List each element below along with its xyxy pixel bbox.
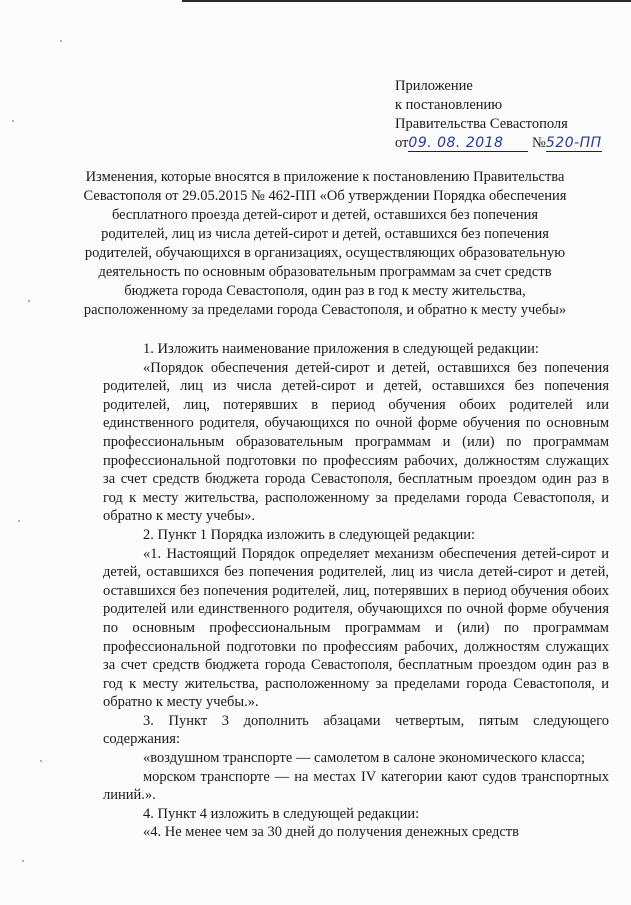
- paragraph: «Порядок обеспечения детей-сирот и детей, оставшихся без попечения родителей, лиц из числа детей-сирот и детей, оставшихся без попечения родителей, лиц, потерявших в период обучения обоих родителей или единственного родителя, обучающихся по очной форме обучения по основным профессиональным образовательным программам и (или) по программам профессиональной подготовки по профессиям рабочих, должностям служащих за счет средств бюджета города Севастополя, бесплатным проездом один раз в год к месту жительства, расположенному за пределами города Севастополя, и обратно к месту учебы».: [103, 359, 609, 525]
- annex-date-line: [395, 134, 602, 153]
- date-prefix: от: [395, 135, 409, 151]
- number-field: [546, 136, 602, 152]
- document-heading: Изменения, которые вносятся в приложение к постановлению Правительства Севастополя от 29.05.2015 № 462-ПП «Об утверждении Порядка обеспечения бесплатного проезда детей-сирот и детей, оставшихся без попечения родителей, лиц из числа детей-сирот и детей, оставшихся без попечения родителей, обучающихся в организациях, осуществляющих образовательную деятельность по основным образовательным программам за счет средств бюджета города Севастополя, один раз в год к месту жительства, расположенному за пределами города Севастополя, и обратно к месту учебы»: [83, 169, 567, 318]
- annex-authority: Правительства Севастополя: [395, 116, 568, 132]
- paragraph: 4. Пункт 4 изложить в следующей редакции:: [143, 805, 420, 822]
- paragraph: 1. Изложить наименование приложения в следующей редакции:: [143, 341, 539, 357]
- scan-speck: [40, 760, 42, 762]
- scan-speck: [12, 120, 14, 122]
- scan-speck: [60, 40, 62, 42]
- paragraph: «воздушном транспорте — самолетом в салоне экономического класса;: [143, 750, 586, 767]
- annex-header: [395, 77, 602, 153]
- handwritten-number: 520-ПП: [545, 135, 602, 151]
- scan-speck: [22, 860, 24, 862]
- annex-subtitle: к постановлению: [395, 97, 503, 113]
- number-prefix: №: [532, 135, 546, 151]
- scan-edge-line: [182, 0, 631, 2]
- document-body: [103, 340, 609, 842]
- scan-speck: [28, 300, 30, 302]
- paragraph: «4. Не менее чем за 30 дней до получения денежных средств: [143, 824, 519, 841]
- annex-title: Приложение: [395, 78, 473, 94]
- paragraph: «1. Настоящий Порядок определяет механизм обеспечения детей-сирот и детей, оставшихся без попечения родителей, лиц из числа детей-сирот и детей, оставшихся без попечения родителей, лиц, потерявших в период обучения обоих родителей или единственного родителя, обучающихся по очной форме обучения по основным профессиональным программам и (или) по программам профессиональной подготовки по профессиям рабочих, должностям служащих за счет средств бюджета города Севастополя, бесплатным проездом один раз в год к месту жительства, расположенному за пределами города Севастополя, и обратно к месту учебы.».: [103, 545, 609, 711]
- scan-speck: [18, 520, 20, 522]
- paragraph: морском транспорте — на местах IV категории кают судов транспортных линий.».: [103, 768, 609, 804]
- paragraph: 2. Пункт 1 Порядка изложить в следующей редакции:: [143, 526, 476, 543]
- handwritten-date: 09. 08. 2018: [408, 135, 504, 151]
- paragraph: 3. Пункт 3 дополнить абзацами четвертым, пятым следующего содержания:: [103, 712, 609, 748]
- date-field: [408, 136, 528, 152]
